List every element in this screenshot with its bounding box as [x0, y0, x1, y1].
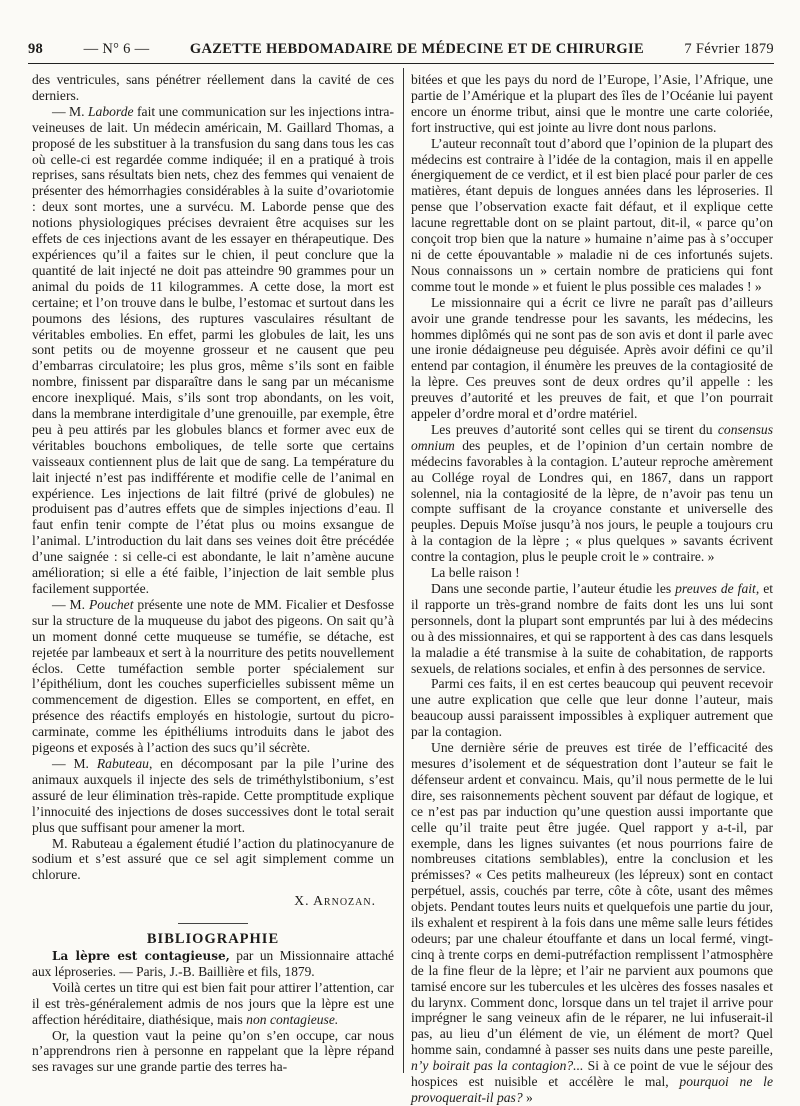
dash: — M.	[52, 755, 97, 771]
author-name: Laborde	[87, 103, 134, 119]
paragraph	[411, 422, 773, 565]
paragraph-text: Les preuves d’autorité sont celles qui se tirent du	[431, 421, 718, 437]
paragraph	[32, 980, 394, 1028]
dash: — M.	[52, 103, 88, 119]
paragraph-text: Une dernière série de preuves est tirée de l’efficacité des mesures d’isolement et de séquestration dont l’auteur se fait le défenseur ardent et convaincu. Mais, qu’il nous permette de le lui dire, ses raisonnements pèchent souvent par défaut de logique, et ce n’est pas par induction qu’une question aussi importante que celle qu’il traite peut être jugée. Quel rapport y a-t-il, par exemple, dans les lignes suivantes (et nous pourrions faire de nombreuses citations semblables), entre la conclusion et les prémisses? « Ces petits malheureux (les lépreux) sont en contact perpétuel, assis, couchés par terre, côte à côte, usant des mêmes objets. Pendant toutes leurs nuits et quelquefois une partie du jour, ils exhalent et respirent à la fois dans une même salle leurs fétides odeurs; par une chaleur étouffante et dans un local fermé, vingt-cinq à trente corps en demi-putréfaction remplissent l’atmosphère de la fine fleur de la lèpre; et l’air ne parvient aux poumons que tamisé encore sur les tubercules et les ulcères des fosses nasales et du larynx. Comment donc, lorsque dans un tel trajet il arrive pour imprégner le sang veineux afin de le réparer, ne lui infuserait-il pas, au lieu d’un élément de vie, un élément de mort? Quel homme sain, condamné à passer ses nuits dans une peste pareille,	[411, 740, 773, 1058]
emphasis: consensus omnium	[411, 421, 773, 453]
section-heading: BIBLIOGRAPHIE	[146, 931, 280, 948]
book-reference	[32, 948, 394, 980]
paragraph: L’auteur reconnaît tout d’abord que l’opinion de la plupart des médecins est contraire à l’idée de la contagion, mais il en appelle énergiquement de ce verdict, et il est bien placé pour parler de ces matières, étant depuis de longues années dans les léproseries. Il pense que l’observation exacte fait défaut, et il explique cette lacune regrettable dont on se plaint partout, dit-il, « parce qu’on conçoit trop bien que la nature » humaine n’aime pas à s’occuper ni de cette épouvantable » maladie ni de ces infortunés sujets. Nous connaissons un » certain nombre de praticiens qui font comme tout le monde » et fuient le plus possible ces malades ! »	[411, 135, 773, 294]
book-title: La lèpre est contagieuse,	[52, 949, 230, 964]
author-name: Pouchet	[88, 596, 134, 612]
author-name: Rabuteau	[96, 755, 149, 771]
paragraph-text: , en décomposant par la pile l’urine des animaux auxquels il injecte des sels de triméthylstibonium, s’est assuré de leur élimination très-rapide. Cette promptitude explique l’innocuité des injections de doses successives dont le total serait plus que suffisant pour amener la mort.	[32, 755, 394, 835]
signature: X. Arnozan.	[294, 893, 376, 909]
column-divider	[403, 68, 404, 1073]
paragraph-rabuteau	[32, 756, 394, 836]
right-column	[411, 72, 773, 1106]
paragraph-pouchet	[32, 597, 394, 756]
paragraph-text: , et il rapporte un très-grand nombre de faits dont les uns lui sont personnels, dont la plupart sont empruntés par lui à des médecins ou à des missionnaires, et qui se rapportent à des cas dans lesquels la maladie a été transmise à la suite de cohabitation, de rapports sexuels, de relations sociales, et enfin à des personnes de service.	[411, 581, 773, 676]
dash: — M.	[52, 596, 89, 612]
emphasis: non contagieuse.	[246, 1011, 339, 1027]
paragraph-text: Voilà certes un titre qui est bien fait pour attirer l’attention, car il est très-généralement admis de nos jours que la lèpre est une affection héréditaire, diathésique, mais	[32, 979, 394, 1027]
paragraph	[411, 740, 773, 1106]
paragraph: bitées et que les pays du nord de l’Europe, l’Asie, l’Afrique, une partie de l’Amérique et la plupart des îles de l’Océanie lui payent encore un énorme tribut, ainsi que le montre une carte coloriée, fort instructive, qui est jointe au livre dont nous parlons.	[411, 72, 773, 135]
paragraph	[411, 581, 773, 676]
page-number: 98	[28, 40, 44, 57]
emphasis: pourquoi ne le provoquerait-il pas?	[411, 1074, 773, 1105]
paragraph: M. Rabuteau a également étudié l’action du platinocyanure de sodium et s’est assuré que ce sel agit simplement comme un chlorure.	[32, 835, 394, 883]
paragraph-text: Si à ce point de vue le séjour des hospices est nuisible et accélère le mal,	[411, 1058, 774, 1090]
paragraph-laborde	[32, 104, 394, 597]
paragraph-text: Dans une seconde partie, l’auteur étudie les	[431, 581, 676, 596]
paragraph-text: présente une note de MM. Ficalier et Desfosse sur la structure de la muqueuse du jabot des pigeons. On sait qu’à un moment donné cette muqueuse se tuméfie, se détache, est rejetée par lambeaux et sert à la nourriture des petits nouvellement éclos. Cette tuméfaction semble porter spécialement sur l’épithélium, dont les couches superficielles subissent même un commencement de digestion. Elles se comportent, en effet, en présence des réactifs employés en histologie, surtout du picro-carminate, comme les épithéliums introduits dans le jabot des pigeons et exposés à l’action des sucs qu’il sécrète.	[32, 596, 394, 756]
paragraph: Le missionnaire qui a écrit ce livre ne paraît pas d’ailleurs avoir une grande tendresse pour les savants, les médecins, les hommes diplômés qui ne sont pas de son avis et dont il parle avec une ironie dédaigneuse peu déguisée. Après avoir défini ce qu’il entend par contagion, il énumère les preuves de la contagiosité de la lèpre. Ces preuves sont de deux ordres qu’il appelle : les preuves d’autorité et les preuves de fait, et que l’on pourrait appeler d’ordre moral et d’ordre matériel.	[411, 294, 773, 422]
paragraph: La belle raison !	[431, 565, 520, 581]
journal-title: GAZETTE HEBDOMADAIRE DE MÉDECINE ET DE CHIRURGIE	[189, 40, 644, 57]
emphasis: n’y boirait pas la contagion?...	[411, 1058, 584, 1074]
section-rule	[178, 923, 248, 924]
paragraph: Or, la question vaut la peine qu’on s’en occupe, car nous n’apprendrons rien à personne en rappelant que la lèpre répand ses ravages sur une grande partie des terres ha-	[32, 1027, 394, 1075]
paragraph-text: des peuples, et de l’opinion d’un certain nombre de médecins favorables à la contagion. L’auteur reproche amèrement au Collége royal de Londres qui, en 1867, dans un rapport solennel, nia la contagiosité de la lèpre, de n’avoir pas tenu un compte suffisant de la croyance constante et universelle des peuples. Depuis Moïse jusqu’à nos jours, le peuple a toujours cru à la contagion de la lèpre ; « plus quelques » savants écrivent contre la contagion, plus le peuple croit le » contraire. »	[411, 437, 773, 565]
issue-number: — N° 6 —	[83, 40, 150, 57]
paragraph-text: fait une communication sur les injections intra-veineuses de lait. Un médecin américain, M. Gaillard Thomas, a proposé de les substituer à la transfusion du sang dans tous les cas où celle-ci est regardée comme indiquée; il en a pratiqué à trois reprises, sans résultats bien nets, chez des femmes qui venaient de présenter des hémorrhagies considérables à la suite d’ovariotomie : deux sont mortes, une a survécu. M. Laborde pense que des notions physiologiques précises devraient être acquises sur les effets de ces injections avant de les essayer en thérapeutique. Des expériences qu’il a faites sur le chien, il peut conclure que la quantité de lait injecté ne doit pas atteindre 90 grammes pour un animal du poids de 11 kilogrammes. A cette dose, la mort est certaine; et l’on trouve dans le bulbe, l’estomac et surtout dans les poumons des lésions, des ruptures vasculaires résultant de véritables embolies. En effet, parmi les globules de lait, les uns sont petits ou de moyenne grosseur et ne causent que peu d’embarras circulatoire; les plus gros, même s’ils sont en faible nombre, finissent par disparaître dans le sang par un mécanisme encore inexpliqué. Mais, s’ils sont trop abondants, on les voit, dans la membrane interdigitale d’une grenouille, par exemple, être peu à peu attirés par les globules blancs et former avec eux de véritables bouchons emboliques, de telle sorte que certains vaisseaux contiennent plus de lait que de sang. La température du lait injecté n’est pas indifférente et modifie celle de l’animal en expérience. Les injections de lait filtré (privé de globules) ne produisent pas d’autres effets que de simples injections d’eau. Il faut enfin tenir compte de l’état plus ou moins exsangue de l’animal. L’introduction du lait dans ses veines doit être précédée d’une saignée : si celle-ci est abondante, le lait n’amène aucune amélioration; si elle a été faible, l’injection de lait semble plus facilement supportée.	[32, 103, 394, 596]
emphasis: preuves de fait	[675, 581, 756, 596]
paragraph: des ventricules, sans pénétrer réellement dans la cavité de ces derniers.	[32, 72, 394, 103]
paragraph: Parmi ces faits, il en est certes beaucoup qui peuvent recevoir une autre explication que celle que leur donne l’auteur, mais beaucoup aussi paraissent impossibles à expliquer autrement que par la contagion.	[411, 676, 773, 740]
left-column	[32, 72, 394, 1075]
paragraph-text: »	[522, 1090, 533, 1105]
page-header	[28, 36, 774, 62]
header-rule	[28, 63, 774, 64]
book-details: par un Missionnaire attaché aux léproseries. — Paris, J.-B. Baillière et fils, 1879.	[32, 948, 394, 980]
issue-date: 7 Février 1879	[684, 40, 774, 57]
